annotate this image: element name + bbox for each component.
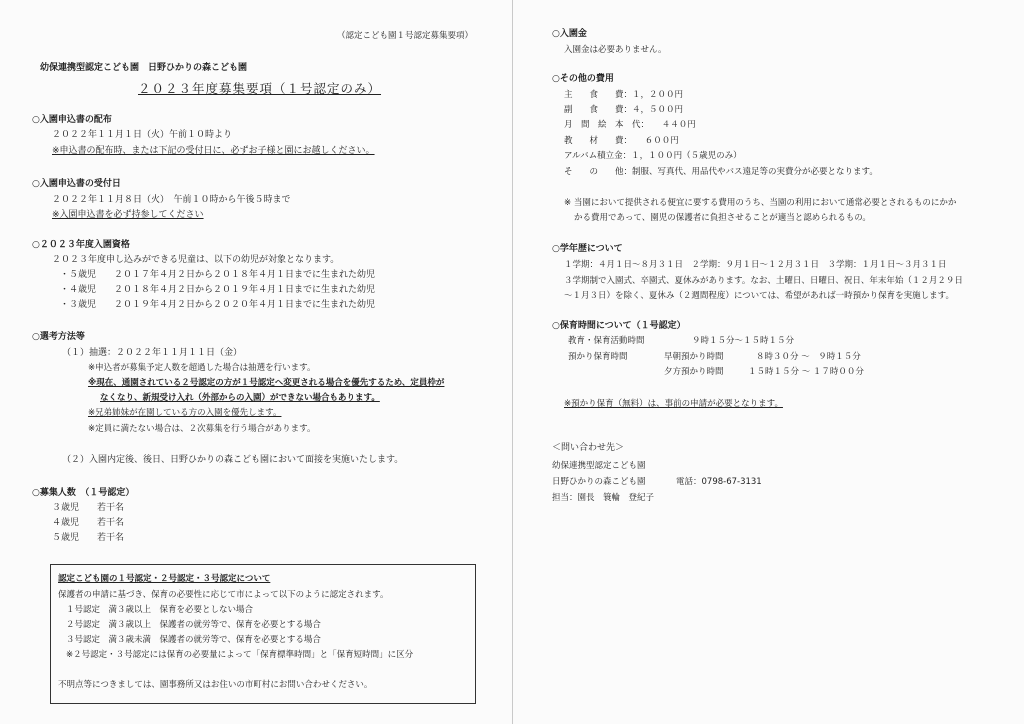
section-heading-entrance-fee: ○入園金 — [552, 29, 587, 39]
fee-note-line-1: ※ 当園において提供される便宜に要する費用のうち、当園の利用において通常必要とされるものにかか — [564, 198, 957, 208]
fee-row: 月 間 絵 本 代： ４４０円 — [564, 120, 696, 130]
certification-box-title: 認定こども園の１号認定・２号認定・３号認定について — [58, 574, 271, 584]
calendar-line-2: ３学期制で入園式、卒園式、夏休みがあります。なお、土曜日、日曜日、祝日、年末年始（１２月２９日 — [564, 276, 963, 286]
evening-care-value: １５時１５分 ～ １７時００分 — [748, 367, 864, 377]
capacity-row: ４歳児 若干名 — [52, 518, 125, 528]
care-hours-label: 教育・保育活動時間 — [568, 336, 645, 346]
page-title: ２０２３年度募集要項（１号認定のみ） — [138, 81, 382, 96]
selection-interview: （２）入園内定後、後日、日野ひかりの森こども園において面接を実施いたします。 — [62, 455, 404, 465]
extended-care-label: 預かり保育時間 — [568, 352, 628, 362]
entrance-fee-line: 入園金は必要ありません。 — [564, 45, 667, 55]
fee-note-line-2: かる費用であって、園児の保護者に負担させることが適当と認められるもの。 — [574, 213, 871, 223]
capacity-row: ５歳児 若干名 — [52, 533, 125, 543]
eligibility-item: ・３歳児 ２０１９年４月２日から２０２０年４月１日までに生まれた幼児 — [60, 300, 376, 310]
certification-box-intro: 保護者の申請に基づき、保育の必要性に応じて市によって以下のように認定されます。 — [58, 590, 389, 600]
capacity-row: ３歳児 若干名 — [52, 503, 125, 513]
contact-org-type: 幼保連携型認定こども園 — [552, 461, 646, 471]
selection-note-4: ※定員に満たない場合は、２次募集を行う場合があります。 — [88, 424, 316, 434]
certification-line: ２号認定 満３歳以上 保護者の就労等で、保育を必要とする場合 — [66, 620, 321, 630]
early-care-value: ８時３０分 ～ ９時１５分 — [756, 352, 861, 362]
section-heading-application-distribution: ○入園申込書の配布 — [32, 115, 112, 125]
section-heading-other-fees: ○その他の費用 — [552, 74, 614, 84]
contact-person: 担当：園長 簑輪 登紀子 — [552, 493, 655, 503]
certification-box-footer: 不明点等につきましては、園事務所又はお住いの市町村にお問い合わせください。 — [58, 680, 373, 690]
distribution-date: ２０２２年１１月１日（火）午前１０時より — [52, 130, 233, 140]
section-heading-capacity: ○募集人数 （１号認定） — [32, 488, 135, 498]
reception-date: ２０２２年１１月８日（火） 午前１０時から午後５時まで — [52, 195, 291, 205]
reception-note: ※入園申込書を必ず持参してください — [52, 210, 204, 220]
selection-note-3: ※兄弟姉妹が在園している方の入園を優先します。 — [88, 408, 282, 418]
document-reference-note: （認定こども園１号認定募集要項） — [337, 31, 474, 41]
organization-line: 幼保連携型認定こども園 日野ひかりの森こども園 — [40, 63, 248, 73]
section-heading-school-calendar: ○学年歴について — [552, 244, 623, 254]
distribution-note: ※申込書の配布時、または下記の受付日に、必ずお子様と園にお越しください。 — [52, 146, 375, 156]
fee-row: アルバム積立金：１，１００円（５歳児のみ） — [564, 151, 742, 161]
selection-note-2a: ※現在、通園されている２号認定の方が１号認定へ変更される場合を優先するため、定員枠が — [88, 378, 445, 388]
right-page — [512, 0, 1024, 724]
selection-note-1: ※申込者が募集予定人数を超過した場合は抽選を行います。 — [88, 363, 316, 373]
calendar-line-1: １学期：４月１日～８月３１日 ２学期：９月１日～１２月３１日 ３学期：１月１日～３月３１日 — [564, 260, 947, 270]
eligibility-intro: ２０２３年度申し込みができる児童は、以下の幼児が対象となります。 — [52, 255, 340, 265]
care-hours-note: ※預かり保育（無料）は、事前の申請が必要となります。 — [564, 399, 783, 409]
certification-line: ３号認定 満３歳未満 保護者の就労等で、保育を必要とする場合 — [66, 635, 321, 645]
fee-row: そ の 他：制服、写真代、用品代やバス遠足等の実費分が必要となります。 — [564, 167, 878, 177]
contact-org-name: 日野ひかりの森こども園 — [552, 477, 646, 487]
fee-row: 主 食 費：１，２００円 — [564, 90, 684, 100]
evening-care-label: 夕方預かり時間 — [664, 367, 724, 377]
fee-row: 副 食 費：４，５００円 — [564, 105, 684, 115]
early-care-label: 早朝預かり時間 — [664, 352, 724, 362]
eligibility-item: ・４歳児 ２０１８年４月２日から２０１９年４月１日までに生まれた幼児 — [60, 285, 376, 295]
section-heading-application-reception: ○入園申込書の受付日 — [32, 179, 121, 189]
selection-lottery-date: （１）抽選：２０２２年１１月１１日（金） — [62, 348, 243, 358]
section-heading-care-hours: ○保育時間について（１号認定） — [552, 321, 686, 331]
fee-row: 教 材 費： ６００円 — [564, 136, 679, 146]
contact-heading: ＜問い合わせ先＞ — [552, 443, 625, 453]
calendar-line-3: ～１月３日）を除く、夏休み（２週間程度）については、希望があれば一時預かり保育を実施します。 — [564, 291, 954, 301]
section-heading-selection: ○選考方法等 — [32, 332, 85, 342]
selection-note-2b: なくなり、新規受け入れ（外部からの入園）ができない場合もあります。 — [100, 393, 380, 403]
eligibility-item: ・５歳児 ２０１７年４月２日から２０１８年４月１日までに生まれた幼児 — [60, 270, 376, 280]
certification-line: １号認定 満３歳以上 保育を必要としない場合 — [66, 605, 254, 615]
contact-phone: 電話：0798-67-3131 — [676, 477, 762, 487]
care-hours-value: ９時１５分～１５時１５分 — [692, 336, 795, 346]
certification-line: ※２号認定・３号認定には保育の必要量によって「保育標準時間」と「保育短時間」に区分 — [66, 650, 414, 660]
section-heading-eligibility: ○２０２３年度入園資格 — [32, 240, 130, 250]
